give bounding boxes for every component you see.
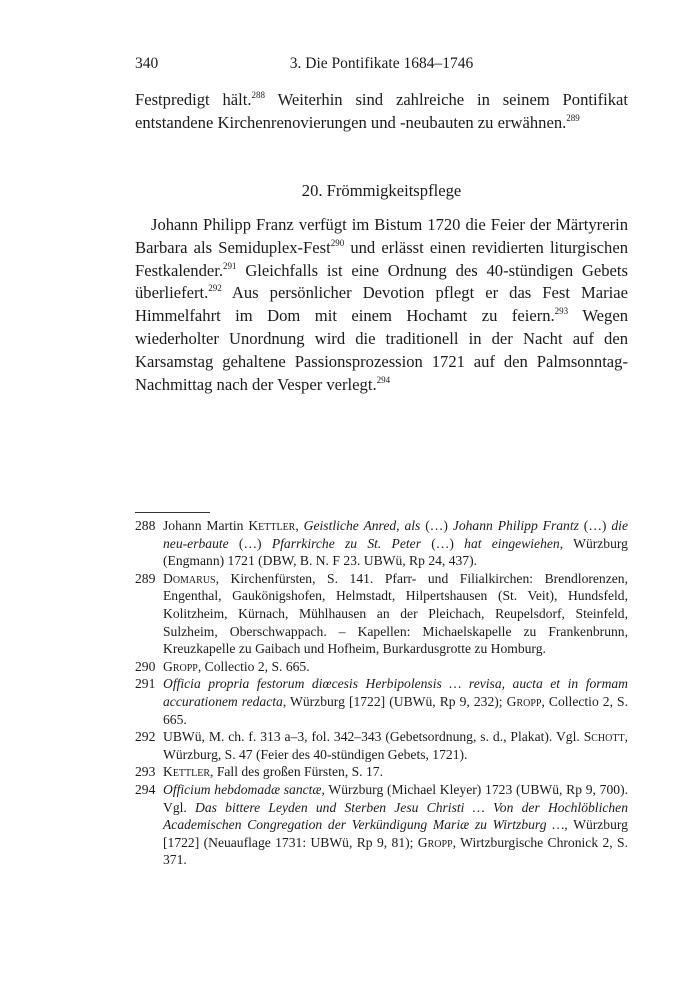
author-name: Kettler: [163, 764, 211, 780]
footnote-text: UBWü, M. ch. f. 313 a–3, fol. 342–343 (Gebetsordnung, s. d., Plakat). Vgl.: [163, 729, 584, 745]
footnote-ref-292[interactable]: 292: [208, 283, 222, 294]
work-title: Geistliche Anred, als: [303, 518, 421, 533]
footnote-number: 290: [135, 658, 156, 674]
footnote-293: [135, 763, 628, 781]
footnote-number: 293: [135, 764, 156, 780]
main-paragraph: [135, 214, 628, 396]
author-name: Gropp: [417, 834, 453, 850]
author-name: Domarus: [163, 570, 216, 586]
footnote-ref-291[interactable]: 291: [223, 260, 237, 271]
paragraph-text: Aus persönlicher Devotion pflegt er das Fest Mariae Himmelfahrt im Dom mit einem Hochamt zu feiern.: [135, 283, 628, 326]
footnote-text: , Würzburg [1722] (UBWü, Rp 9, 232);: [282, 693, 507, 709]
footnote-number: 292: [135, 729, 156, 745]
footnote-text: (…): [578, 518, 612, 533]
footnote-294: [135, 781, 628, 869]
footnote-text: , Wirtzburgische Chronick 2, S. 371.: [163, 834, 628, 868]
footnote-ref-293[interactable]: 293: [554, 306, 569, 317]
author-name: Schott: [583, 729, 625, 745]
work-title: Das bittere Leyden und Sterben Jesu Christi … Von der Hochlöblichen Academischen Congregation der Verkündigung Mariæ zu Wirtzburg …: [163, 799, 629, 833]
footnote-290: [135, 658, 628, 676]
intro-paragraph: [135, 89, 628, 135]
work-title: die neu-erbaute: [163, 518, 628, 551]
author-name: Kettler: [248, 518, 296, 533]
footnote-text: , Würzburg, S. 47 (Feier des 40-stündigen Gebets, 1721).: [163, 729, 628, 762]
footnote-ref-289[interactable]: 289: [566, 112, 580, 123]
work-title: Officium hebdomadæ sanctæ: [163, 781, 322, 797]
footnote-292: [135, 728, 628, 763]
work-title: Johann Philipp Frantz: [452, 518, 579, 533]
footnotes-section: [135, 517, 628, 869]
page-header: [135, 55, 628, 75]
paragraph-text: Johann Philipp Franz verfügt im Bistum 1720 die Feier der Märtyrerin Barbara als Semiduplex-Fest: [135, 215, 628, 257]
section-heading: 20. Frömmigkeitspflege: [301, 181, 462, 200]
intro-text: Festpredigt hält.: [135, 90, 252, 109]
footnote-divider: [135, 512, 210, 513]
footnote-text: , Fall des großen Fürsten, S. 17.: [210, 764, 383, 780]
footnote-text: (…): [228, 535, 272, 551]
work-title: hat eingewiehen: [464, 535, 560, 551]
footnote-number: 288: [135, 518, 156, 533]
paragraph-text: Gleichfalls ist eine Ordnung des 40-stündigen Gebets überliefert.: [135, 260, 628, 303]
footnote-text: (…): [421, 535, 465, 551]
footnote-text: , Kirchenfürsten, S. 141. Pfarr- und Filialkirchen: Brendlorenzen, Engenthal, Gaukönigshofen, Helmstadt, Hilpertshausen (St. Veit), Hundsfeld, Kolitzheim, Kürnach, Mühlhausen an der Pleichach, Reupelsdorf, Steinfeld, Sulzheim, Oberschwappach. – Kapellen: Michaelskapelle zu Frankenbrunn, Kreuzkapelle zu Gaibach und Hofheim, Burkardusgrotte zu Homburg.: [163, 570, 628, 657]
footnote-288: [135, 517, 628, 570]
footnote-text: (…): [420, 518, 453, 533]
footnote-ref-294[interactable]: 294: [376, 374, 391, 385]
footnote-text: , Würzburg (Engmann) 1721 (DBW, B. N. F 23. UBWü, Rp 24, 437).: [163, 535, 628, 569]
paragraph-text: Wegen wiederholter Unordnung wird die traditionell in der Nacht auf den Karsamstag gehaltene Passionsprozession 1721 auf den Palmsonntag-Nachmittag nach der Vesper verlegt.: [135, 306, 628, 394]
running-title: 3. Die Pontifikate 1684–1746: [289, 55, 474, 72]
footnote-289: [135, 570, 628, 658]
footnote-text: , Würzburg [1722] (Neuauflage 1731: UBWü, Rp 9, 81);: [163, 817, 628, 850]
footnote-ref-290[interactable]: 290: [330, 237, 345, 248]
work-title: Pfarrkirche zu St. Peter: [271, 535, 421, 551]
author-name: Gropp: [163, 658, 198, 674]
footnote-text: , Collectio 2, S. 665.: [163, 693, 629, 727]
footnote-text: ,: [295, 518, 304, 533]
paragraph-text: und erlässt einen revidierten liturgischen Festkalender.: [135, 237, 628, 280]
footnote-ref-288[interactable]: 288: [251, 90, 266, 100]
footnote-number: 289: [135, 570, 156, 586]
footnote-number: 291: [135, 676, 156, 692]
author-name: Gropp: [506, 693, 542, 709]
footnote-number: 294: [135, 781, 156, 797]
footnote-text: Johann Martin: [163, 518, 249, 533]
footnote-text: , Collectio 2, S. 665.: [197, 658, 310, 674]
work-title: Officia propria festorum diœcesis Herbipolensis … revisa, aucta et in formam accurationem redacta: [163, 676, 628, 709]
footnote-291: [135, 675, 628, 728]
intro-text: Weiterhin sind zahlreiche in seinem Pontifikat entstandene Kirchenrenovierungen und -neubauten zu erwähnen.: [135, 90, 629, 132]
footnote-text: , Würzburg (Michael Kleyer) 1723 (UBWü, Rp 9, 700). Vgl.: [163, 781, 628, 815]
page-number: 340: [135, 55, 159, 72]
